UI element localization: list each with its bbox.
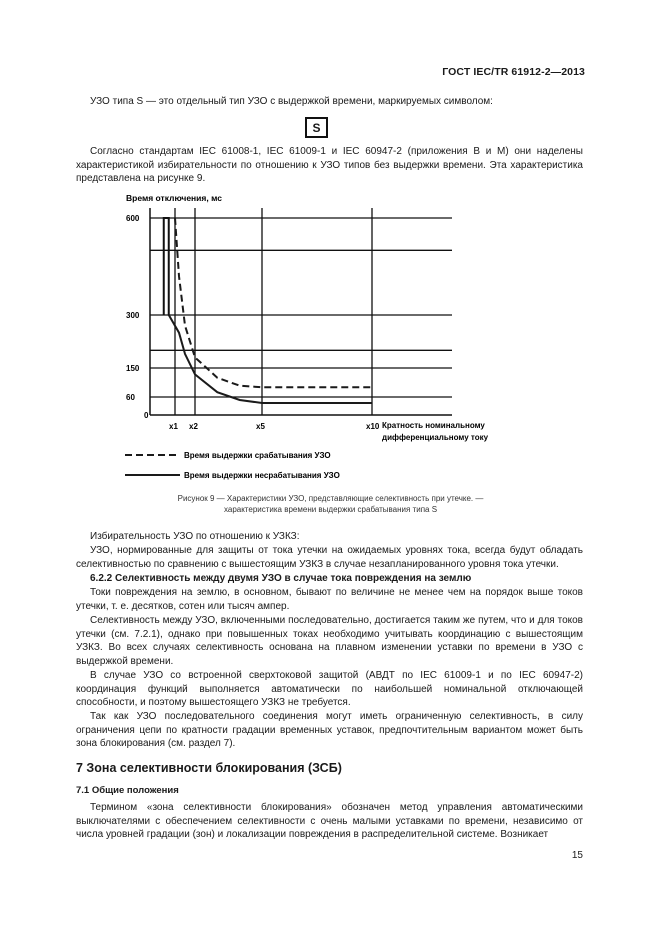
- chart-x-axis-label-line2: дифференциальному току: [382, 433, 489, 442]
- figure-caption-line2: характеристика времени выдержки срабатывания типа S: [223, 505, 438, 514]
- intro-paragraph: Согласно стандартам IEC 61008-1, IEC 61009-1 и IEC 60947-2 (приложения В и М) они наделены характеристикой избирательности по отношению к УЗО типов без выдержки времени. Эта характеристика представлена на рисунке 9.: [76, 146, 583, 184]
- series-non-trip-delay-curve: [169, 315, 372, 403]
- y-tick-label-600: 600: [126, 214, 140, 223]
- x-tick-label-x10: x10: [366, 422, 380, 431]
- y-tick-label-150: 150: [126, 364, 140, 373]
- chart-y-axis-label: Время отключения, мс: [126, 193, 222, 203]
- delay-band-marker: [164, 218, 169, 315]
- y-tick-label-300: 300: [126, 311, 140, 320]
- section-6-2-2-heading: 6.2.2 Селективность между двумя УЗО в случае тока повреждения на землю: [90, 573, 472, 584]
- series-trip-delay-curve: [175, 218, 372, 387]
- y-tick-label-0: 0: [144, 411, 149, 420]
- body-paragraph-4: Селективность между УЗО, включенными последовательно, достигается таким же путем, что и для токов утечки (см. 7.2.1), однако при повышенных токах необходимо учитывать координацию с вышестоящим УЗКЗ. Во всех случаях селективность основана на плавном изменении уставки по времени в УЗО с выдержкой времени.: [76, 615, 583, 667]
- chart-x-axis-label-line1: Кратность номинальному: [382, 421, 485, 430]
- page-number: 15: [571, 850, 583, 861]
- body-paragraph-3: Токи повреждения на землю, в основном, бывают по величине не менее чем на порядок выше токов утечки, т. е. десятков, сотен или тысяч ампер.: [76, 587, 583, 612]
- legend-label-0: Время выдержки срабатывания УЗО: [184, 451, 331, 460]
- figure-caption-line1: Рисунок 9 — Характеристики УЗО, представляющие селективность при утечке. —: [177, 494, 484, 503]
- chart-legend: [125, 451, 340, 480]
- body-paragraph-7: Термином «зона селективности блокирования» обозначен метод управления автоматическими выключателями с обеспечением селективности с очень малыми уставками по времени, независимо от числа уровней градации (зон) и локализации повреждения в распределительной системе. Возникает: [76, 802, 583, 840]
- x-tick-label-x1: x1: [169, 422, 178, 431]
- selectivity-chart: [100, 190, 520, 490]
- x-tick-label-x2: x2: [189, 422, 198, 431]
- body-paragraph-5: В случае УЗО со встроенной сверхтоковой защитой (АВДТ по IEC 61009-1 и по IEC 60947-2) координация функций выполняется автоматически по наибольшей номинальной отключающей способности, и поэтому вышестоящего УЗКЗ не требуется.: [76, 670, 583, 708]
- chart-grid: [150, 208, 452, 415]
- document-header: ГОСТ IEC/TR 61912-2—2013: [442, 66, 585, 78]
- y-tick-label-60: 60: [126, 393, 135, 402]
- body-paragraph-6: Так как УЗО последовательного соединения могут иметь ограниченную селективность, в силу ограничения цепи по кратности градации временных уставок, предпочтительным вариантом может быть зона блокирования (см. раздел 7).: [76, 711, 583, 749]
- body-paragraph-1: Избирательность УЗО по отношению к УЗКЗ:: [90, 531, 300, 542]
- x-tick-label-x5: x5: [256, 422, 265, 431]
- body-paragraph-2: УЗО, нормированные для защиты от тока утечки на ожидаемых уровнях тока, всегда будут обладать селективностью по сравнению с вышестоящим УЗКЗ в случае незапланированного уровня тока утечки.: [76, 545, 583, 570]
- section-7-1-heading: 7.1 Общие положения: [76, 785, 179, 796]
- type-s-symbol: S: [305, 117, 328, 138]
- section-7-heading: 7 Зона селективности блокирования (ЗСБ): [76, 761, 342, 775]
- intro-line: УЗО типа S — это отдельный тип УЗО с выдержкой времени, маркируемых символом:: [90, 96, 493, 107]
- legend-label-1: Время выдержки несрабатывания УЗО: [184, 471, 340, 480]
